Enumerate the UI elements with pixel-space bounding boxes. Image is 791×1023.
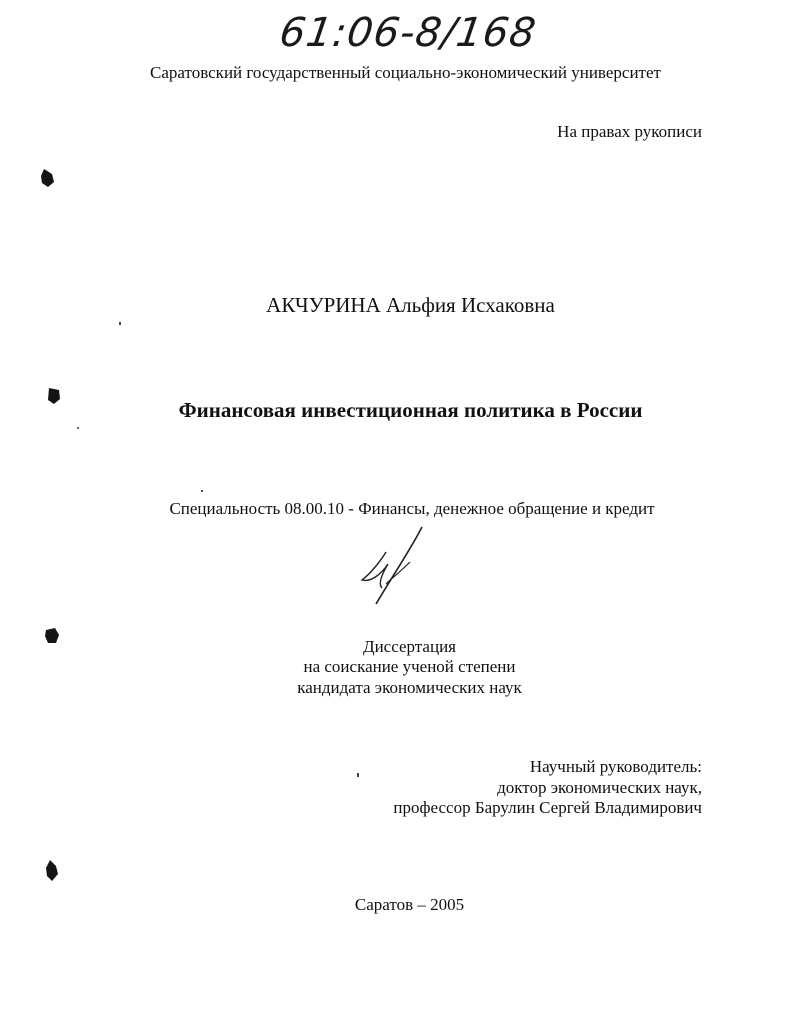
advisor-label: Научный руководитель: (529, 757, 702, 776)
scan-speck (77, 427, 79, 429)
archive-code-handwritten: 61:06-8/168 (276, 10, 540, 56)
author-name: АКЧУРИНА Альфия Исхаковна (266, 293, 555, 317)
city-year: Саратов – 2005 (354, 895, 465, 914)
specialty-line: Специальность 08.00.10 - Финансы, денежное обращение и кредит (169, 499, 655, 518)
university-name: Саратовский государственный социально-экономический университет (150, 63, 661, 82)
punch-mark-1 (38, 166, 58, 190)
rights-notice: На правах рукописи (557, 122, 702, 141)
dissertation-line-2: на соискание ученой степени (303, 657, 516, 676)
handwritten-signature (352, 522, 432, 612)
dissertation-line-1: Диссертация (362, 637, 456, 656)
scan-speck (201, 490, 203, 492)
scan-speck (357, 773, 359, 777)
punch-mark-2 (44, 385, 64, 407)
punch-mark-3 (42, 625, 62, 647)
punch-mark-4 (42, 858, 62, 884)
advisor-degree: доктор экономических наук, (497, 778, 702, 797)
advisor-name: профессор Барулин Сергей Владимирович (393, 798, 702, 817)
dissertation-title: Финансовая инвестиционная политика в России (178, 398, 643, 422)
dissertation-line-3: кандидата экономических наук (297, 678, 522, 697)
scan-speck (119, 322, 121, 325)
